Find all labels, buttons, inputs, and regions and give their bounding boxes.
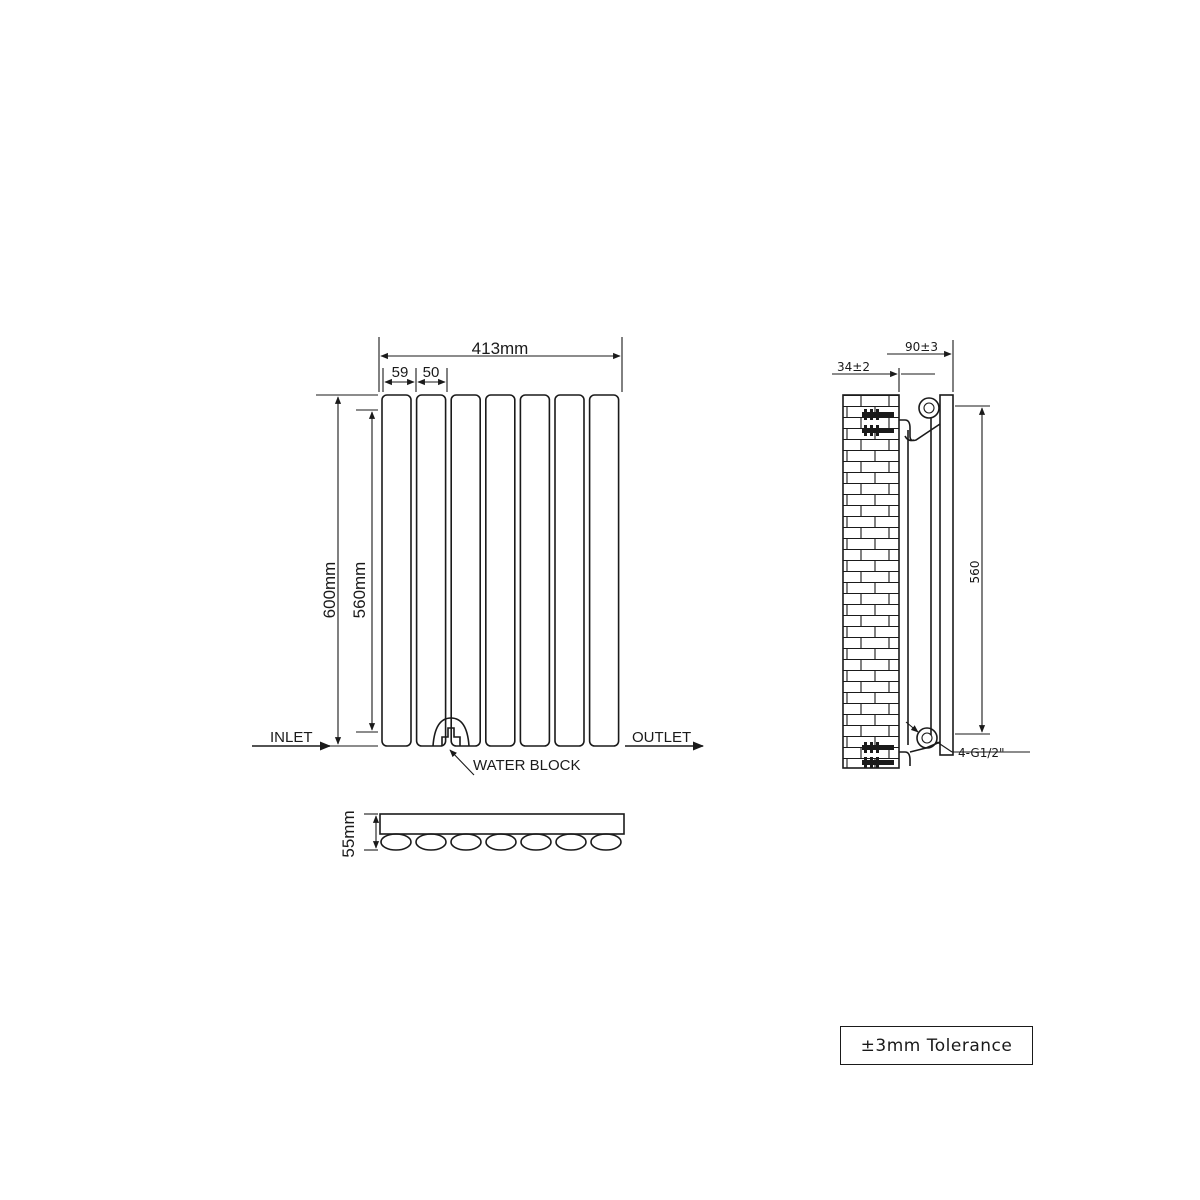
radiator-column xyxy=(555,395,584,746)
tolerance-text: 3mm Tolerance xyxy=(875,1035,1013,1056)
radiator-column xyxy=(520,395,549,746)
column-pitch-label: 50 xyxy=(422,364,440,381)
tolerance-box xyxy=(840,1026,1033,1065)
outlet-label: OUTLET xyxy=(632,729,692,746)
front-view xyxy=(252,337,703,775)
side-height-label: 560 xyxy=(968,560,982,584)
radiator-columns xyxy=(382,395,619,746)
column-profile xyxy=(591,834,621,850)
top-view xyxy=(339,810,624,857)
radiator-column xyxy=(590,395,619,746)
radiator-column xyxy=(417,395,446,746)
depth-label: 55mm xyxy=(339,810,358,858)
column-profile xyxy=(451,834,481,850)
water-block-label: WATER BLOCK xyxy=(473,757,581,774)
radiator-column xyxy=(486,395,515,746)
offset-label: 90±3 xyxy=(905,340,938,354)
column-dimensions xyxy=(383,364,447,392)
column-profile xyxy=(381,834,411,850)
radiator-side-body xyxy=(908,395,953,755)
side-top-dimensions xyxy=(832,340,953,392)
radiator-column xyxy=(451,395,480,746)
width-label: 413mm xyxy=(471,339,529,358)
column-profile xyxy=(486,834,516,850)
connection-callout xyxy=(937,742,1030,760)
brick-wall xyxy=(843,395,899,768)
top-view-columns xyxy=(381,834,621,850)
wall-gap-label: 34±2 xyxy=(837,360,870,374)
column-width-label: 59 xyxy=(391,364,409,381)
side-view xyxy=(832,340,1030,768)
inlet-label: INLET xyxy=(270,729,313,746)
top-view-header xyxy=(380,814,624,834)
connection-label: 4-G1/2" xyxy=(958,746,1005,760)
height-dimensions xyxy=(316,395,378,746)
height-label: 600mm xyxy=(320,561,339,619)
column-profile xyxy=(556,834,586,850)
inner-height-label: 560mm xyxy=(350,561,369,619)
side-height-dimension xyxy=(955,406,990,734)
plus-minus-symbol: ± xyxy=(860,1035,876,1056)
column-profile xyxy=(521,834,551,850)
inlet-arrow xyxy=(252,729,330,746)
radiator-column xyxy=(382,395,411,746)
column-profile xyxy=(416,834,446,850)
outlet-arrow xyxy=(625,729,703,746)
